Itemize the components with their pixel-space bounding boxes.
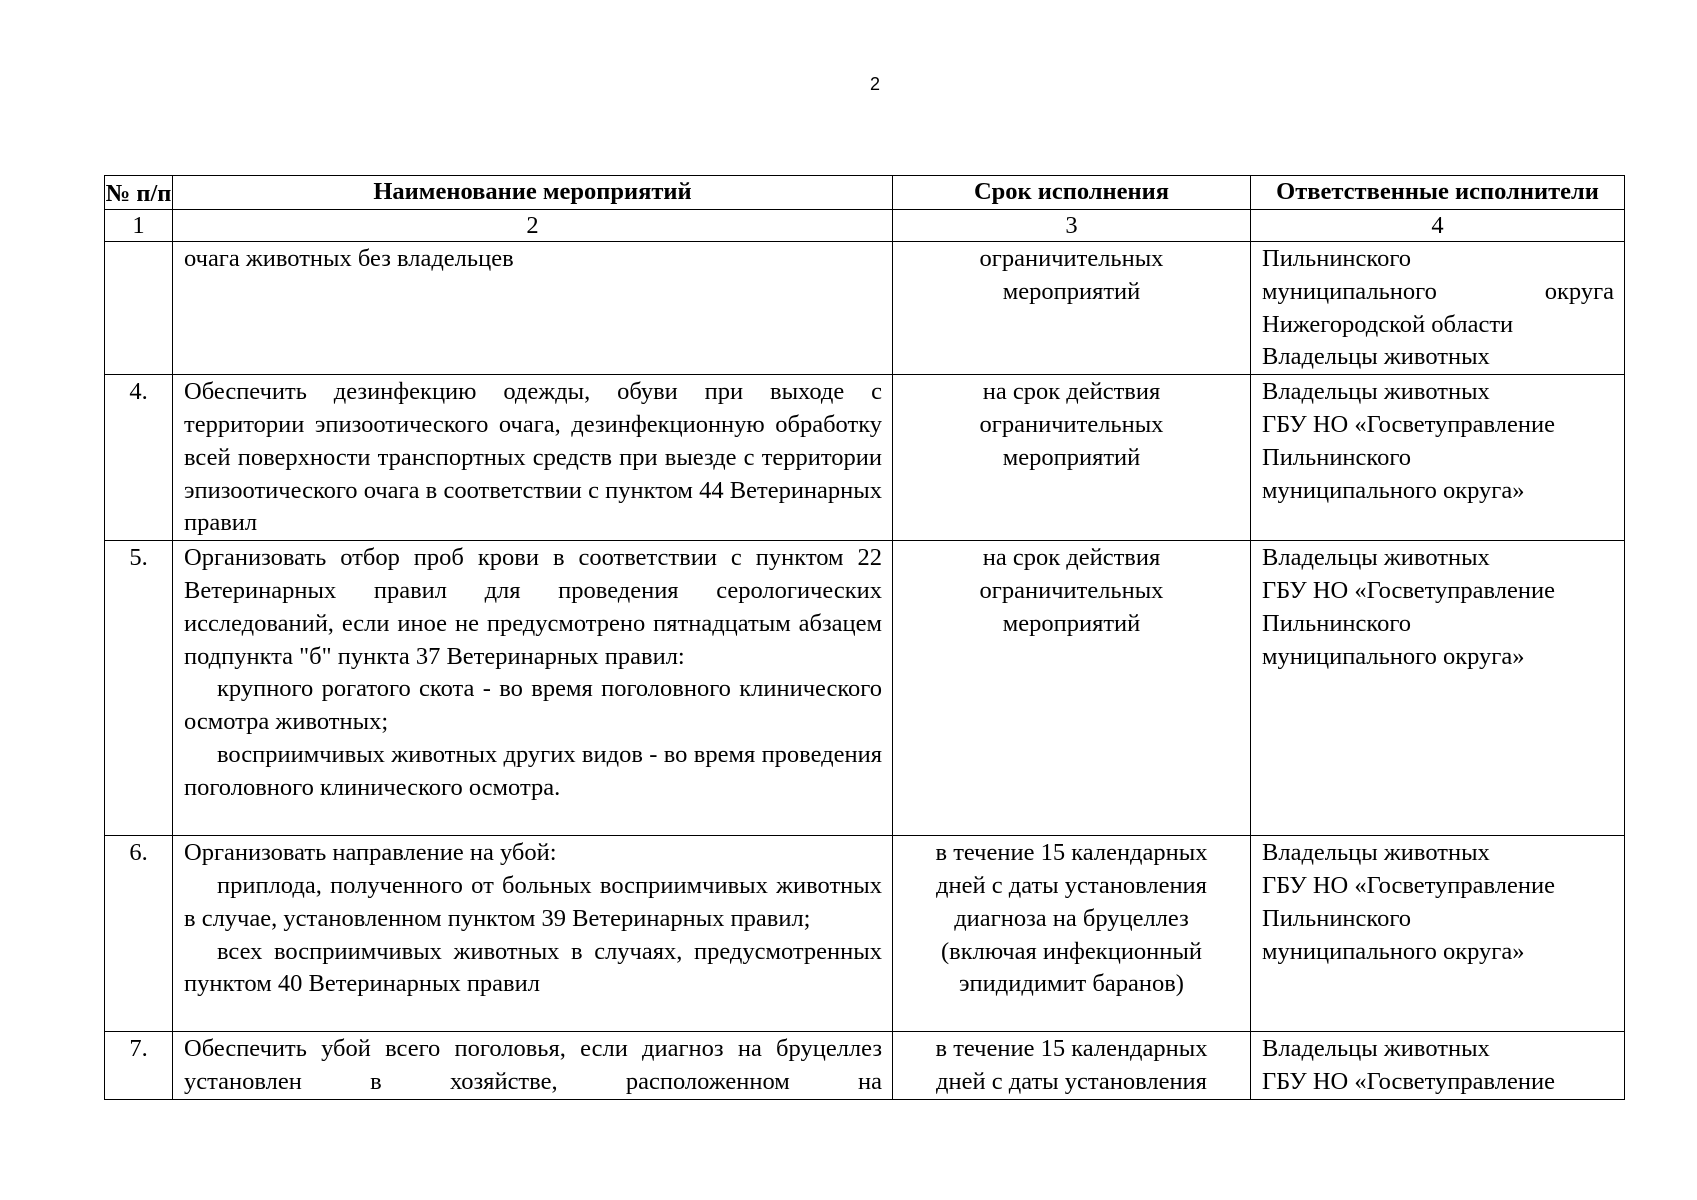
measure-paragraph: Обеспечить убой всего поголовья, если диагноз на бруцеллез установлен в хозяйстве, расположенном на	[184, 1035, 882, 1095]
measure-name	[173, 242, 893, 375]
resp-line: ГБУ НО «Госветуправление	[1262, 1067, 1555, 1095]
resp-line: ГБУ НО «Госветуправление	[1262, 576, 1555, 604]
resp-line: Владельцы животных	[1262, 839, 1490, 867]
table-row	[105, 375, 1625, 541]
column-index: 4	[1251, 210, 1625, 242]
resp-line: Пильнинского	[1262, 443, 1412, 471]
term-line: в течение 15 календарных	[935, 1035, 1208, 1063]
measure-responsible	[1251, 375, 1625, 541]
row-number-text	[105, 242, 172, 243]
term-line: дней с даты установления	[936, 871, 1207, 899]
row-number	[105, 242, 173, 375]
term-line: эпидидимит баранов)	[959, 970, 1184, 998]
table-row	[105, 836, 1625, 1032]
resp-line: муниципального округа	[1262, 277, 1614, 305]
resp-line: муниципального округа»	[1262, 937, 1525, 965]
measure-term	[893, 541, 1251, 836]
resp-line: Владельцы животных	[1262, 378, 1490, 406]
resp-line: муниципального округа»	[1262, 476, 1525, 504]
measure-term	[893, 375, 1251, 541]
table-row	[105, 1032, 1625, 1100]
measure-term	[893, 1032, 1251, 1100]
row-number	[105, 836, 173, 1032]
measure-paragraph: восприимчивых животных других видов - во время проведения поголовного клинического осмотра.	[184, 740, 882, 801]
row-number	[105, 1032, 173, 1100]
resp-line: Владельцы животных	[1262, 343, 1490, 371]
measure-responsible	[1251, 836, 1625, 1032]
page-number: 2	[869, 74, 880, 94]
term-line: на срок действия	[982, 378, 1161, 406]
measure-responsible	[1251, 1032, 1625, 1100]
term-line: на срок действия	[982, 544, 1161, 572]
term-line: диагноза на бруцеллез	[954, 904, 1189, 932]
measure-paragraph: Организовать направление на убой:	[184, 839, 557, 867]
resp-line: Нижегородской области	[1262, 310, 1514, 338]
measures-table	[104, 175, 1625, 1100]
measure-paragraph: приплода, полученного от больных восприимчивых животных в случае, установленном пунктом 39 Ветеринарных правил;	[184, 871, 882, 932]
term-line: ограничительных	[979, 410, 1164, 438]
row-number-text: 6.	[129, 839, 148, 867]
term-line: ограничительных	[979, 576, 1164, 604]
resp-line: Пильнинского	[1262, 245, 1412, 272]
measure-name	[173, 541, 893, 836]
measure-name	[173, 375, 893, 541]
resp-line: Пильнинского	[1262, 609, 1412, 637]
column-index: 3	[893, 210, 1251, 242]
term-line: в течение 15 календарных	[935, 839, 1208, 867]
term-line: ограничительных	[979, 245, 1164, 272]
resp-line: Владельцы животных	[1262, 544, 1490, 572]
resp-line: ГБУ НО «Госветуправление	[1262, 871, 1555, 899]
column-index: 1	[105, 210, 173, 242]
row-number-text: 5.	[129, 544, 148, 572]
term-line: мероприятий	[1002, 277, 1141, 305]
header-num-text: № п/п	[105, 180, 172, 207]
term-line: (включая инфекционный	[941, 937, 1202, 965]
resp-line: муниципального округа»	[1262, 642, 1525, 670]
header-term: Срок исполнения	[893, 176, 1251, 210]
measure-paragraph: крупного рогатого скота - во время поголовного клинического осмотра животных;	[184, 675, 882, 736]
header-name: Наименование мероприятий	[173, 176, 893, 210]
measure-term	[893, 242, 1251, 375]
row-number-text: 7.	[129, 1035, 148, 1063]
term-line: дней с даты установления	[936, 1067, 1207, 1095]
column-index: 2	[173, 210, 893, 242]
resp-line: Владельцы животных	[1262, 1035, 1490, 1063]
resp-line: Пильнинского	[1262, 904, 1412, 932]
row-number	[105, 541, 173, 836]
term-line: мероприятий	[1002, 443, 1141, 471]
column-index-row	[105, 210, 1625, 242]
table-header-row	[105, 176, 1625, 210]
measure-paragraph: очага животных без владельцев	[184, 245, 514, 272]
measure-term	[893, 836, 1251, 1032]
measure-responsible	[1251, 242, 1625, 375]
row-number	[105, 375, 173, 541]
table-row	[105, 242, 1625, 375]
measure-paragraph: всех восприимчивых животных в случаях, предусмотренных пунктом 40 Ветеринарных правил	[184, 937, 882, 998]
table-row	[105, 541, 1625, 836]
header-num	[105, 176, 173, 210]
measure-paragraph: Организовать отбор проб крови в соответствии с пунктом 22 Ветеринарных правил для проведения серологических исследований, если иное не предусмотрено пятнадцатым абзацем подпункта "б" пункта 37 Ветеринарных правил:	[184, 544, 882, 670]
measure-paragraph: Обеспечить дезинфекцию одежды, обуви при выходе с территории эпизоотического очага, дезинфекционную обработку всей поверхности транспортных средств при выезде с территории эпизоотического очага в соответствии с пунктом 44 Ветеринарных правил	[184, 378, 882, 537]
header-resp: Ответственные исполнители	[1251, 176, 1625, 210]
row-number-text: 4.	[129, 378, 148, 406]
resp-line: ГБУ НО «Госветуправление	[1262, 410, 1555, 438]
measure-name	[173, 1032, 893, 1100]
measure-name	[173, 836, 893, 1032]
term-line: мероприятий	[1002, 609, 1141, 637]
measure-responsible	[1251, 541, 1625, 836]
